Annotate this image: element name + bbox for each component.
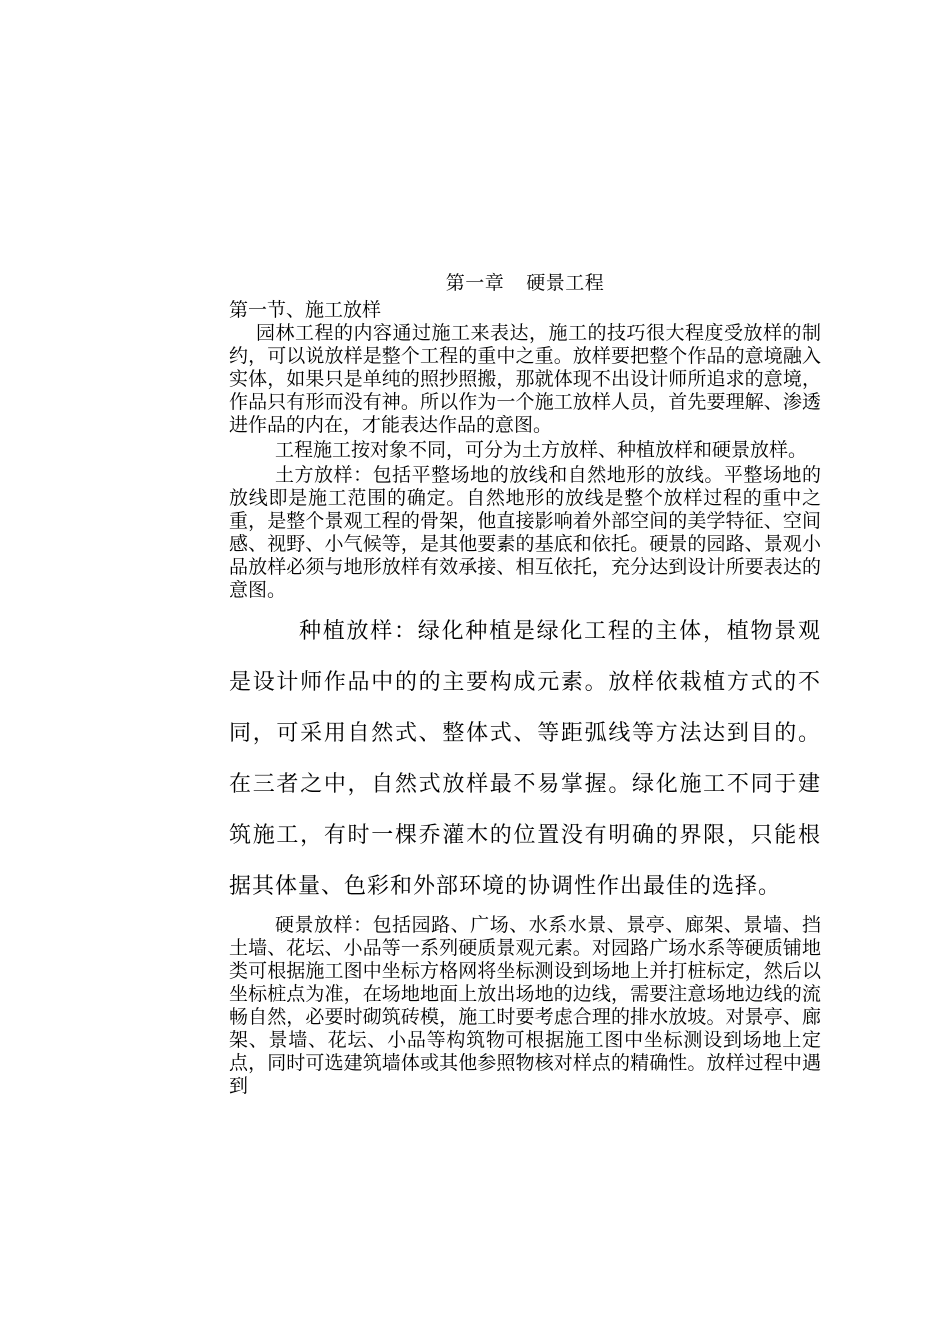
paragraph-hardscape: 硬景放样：包括园路、广场、水系水景、景亭、廊架、景墙、挡土墙、花坛、小品等一系列硬质景观元素。对园路广场水系等硬质铺地类可根据施工图中坐标方格网将坐标测设到场地上并打桩标定，然后以坐标桩点为准，在场地地面上放出场地的边线，需要注意场地边线的流畅自然，必要时砌筑砖模，施工时要考虑合理的排水放坡。对景亭、廊架、景墙、花坛、小品等构筑物可根据施工图中坐标测设到场地上定点，同时可选建筑墙体或其他参照物核对样点的精确性。放样过程中遇到 (229, 914, 821, 1097)
paragraph-earthwork: 土方放样：包括平整场地的放线和自然地形的放线。平整场地的放线即是施工范围的确定。自然地形的放线是整个放样过程的重中之重，是整个景观工程的骨架，他直接影响着外部空间的美学特征、空间感、视野、小气候等，是其他要素的基底和依托。硬景的园路、景观小品放样必须与地形放样有效承接、相互依托，充分达到设计所要表达的意图。 (229, 464, 821, 601)
paragraph-planting: 种植放样：绿化种植是绿化工程的主体，植物景观是设计师作品中的的主要构成元素。放样依栽植方式的不同，可采用自然式、整体式、等距弧线等方法达到目的。在三者之中，自然式放样最不易掌握。绿化施工不同于建筑施工，有时一棵乔灌木的位置没有明确的界限，只能根据其体量、色彩和外部环境的协调性作出最佳的选择。 (229, 619, 821, 899)
document-body (229, 270, 821, 1098)
chapter-number: 第一章 (445, 272, 505, 294)
section-title: 第一节、施工放样 (229, 299, 382, 321)
chapter-name: 硬景工程 (526, 272, 605, 294)
paragraph-classification: 工程施工按对象不同，可分为土方放样、种植放样和硬景放样。 (275, 439, 808, 461)
chapter-title (229, 270, 821, 296)
paragraph-intro: 园林工程的内容通过施工来表达，施工的技巧很大程度受放样的制约，可以说放样是整个工程的重中之重。放样要把整个作品的意境融入实体，如果只是单纯的照抄照搬，那就体现不出设计师所追求的意境，作品只有形而没有神。所以作为一个施工放样人员，首先要理解、渗透进作品的内在，才能表达作品的意图。 (229, 322, 821, 436)
